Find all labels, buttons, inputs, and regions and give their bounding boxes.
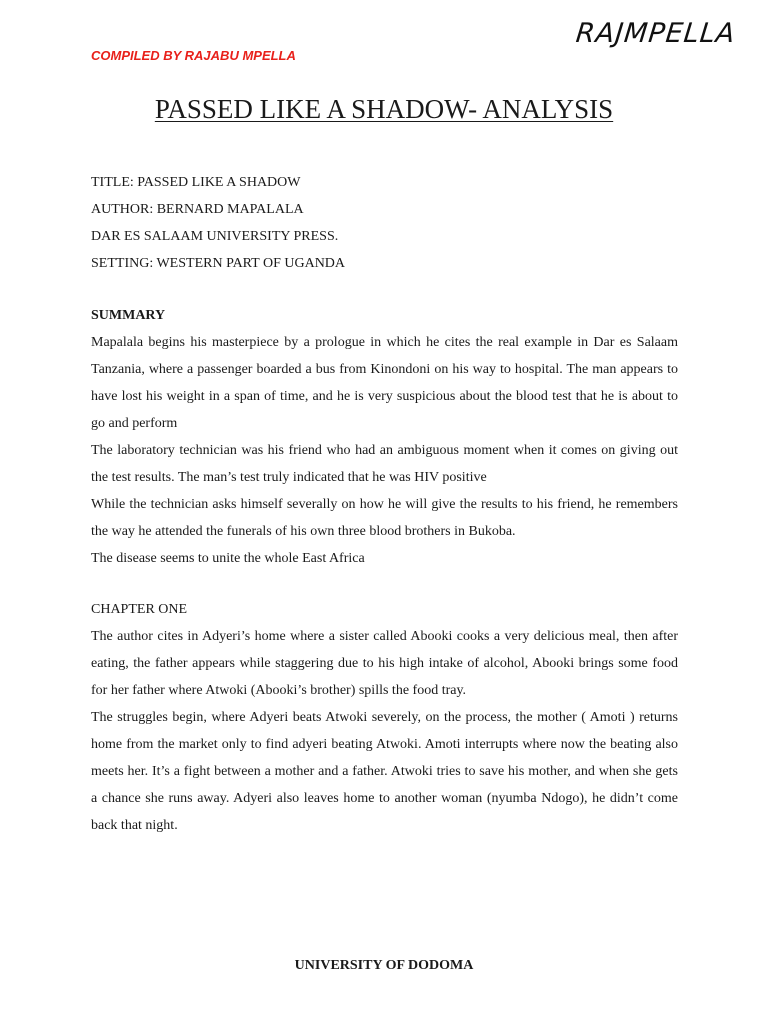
book-metadata — [91, 169, 678, 277]
meta-setting: SETTING: WESTERN PART OF UGANDA — [91, 256, 346, 271]
summary-paragraph: The disease seems to unite the whole East Africa — [91, 551, 365, 566]
compiled-by-label: COMPILED BY RAJABU MPELLA — [91, 48, 296, 63]
summary-paragraph: The laboratory technician was his friend who had an ambiguous moment when it comes on giving out the test results. The man’s test truly indicated that he was HIV positive — [91, 443, 678, 485]
meta-publisher: DAR ES SALAAM UNIVERSITY PRESS. — [91, 229, 339, 244]
meta-title: TITLE: PASSED LIKE A SHADOW — [91, 175, 301, 190]
summary-paragraph: Mapalala begins his masterpiece by a prologue in which he cites the real example in Dar es Salaam Tanzania, where a passenger boarded a bus from Kinondoni on his way to hospital. The man appears to have lost his weight in a span of time, and he is very suspicious about the blood test that he is about to go and perform — [91, 335, 678, 431]
chapter-one-heading: CHAPTER ONE — [91, 602, 188, 617]
summary-section — [91, 302, 678, 572]
chapter-one-section — [91, 596, 678, 839]
meta-author: AUTHOR: BERNARD MAPALALA — [91, 202, 304, 217]
signature: RAJMPELLA — [574, 18, 738, 49]
chapter-paragraph: The author cites in Adyeri’s home where a sister called Abooki cooks a very delicious meal, then after eating, the father appears while staggering due to his high intake of alcohol, Abooki brings some food for her father where Atwoki (Abooki’s brother) spills the food tray. — [91, 629, 678, 698]
page-footer: UNIVERSITY OF DODOMA — [294, 958, 474, 973]
summary-paragraph: While the technician asks himself severally on how he will give the results to his friend, he remembers the way he attended the funerals of his own three blood brothers in Bukoba. — [91, 497, 678, 539]
chapter-paragraph: The struggles begin, where Adyeri beats Atwoki severely, on the process, the mother ( Amoti ) returns home from the market only to find adyeri beating Atwoki. Amoti interrupts where now the beating also meets her. It’s a fight between a mother and a father. Atwoki tries to save his mother, and when she gets a chance she runs away. Adyeri also leaves home to another woman (nyumba Ndogo), he didn’t come back that night. — [91, 710, 678, 833]
summary-heading: SUMMARY — [91, 308, 166, 323]
document-title: PASSED LIKE A SHADOW- ANALYSIS — [154, 94, 614, 124]
